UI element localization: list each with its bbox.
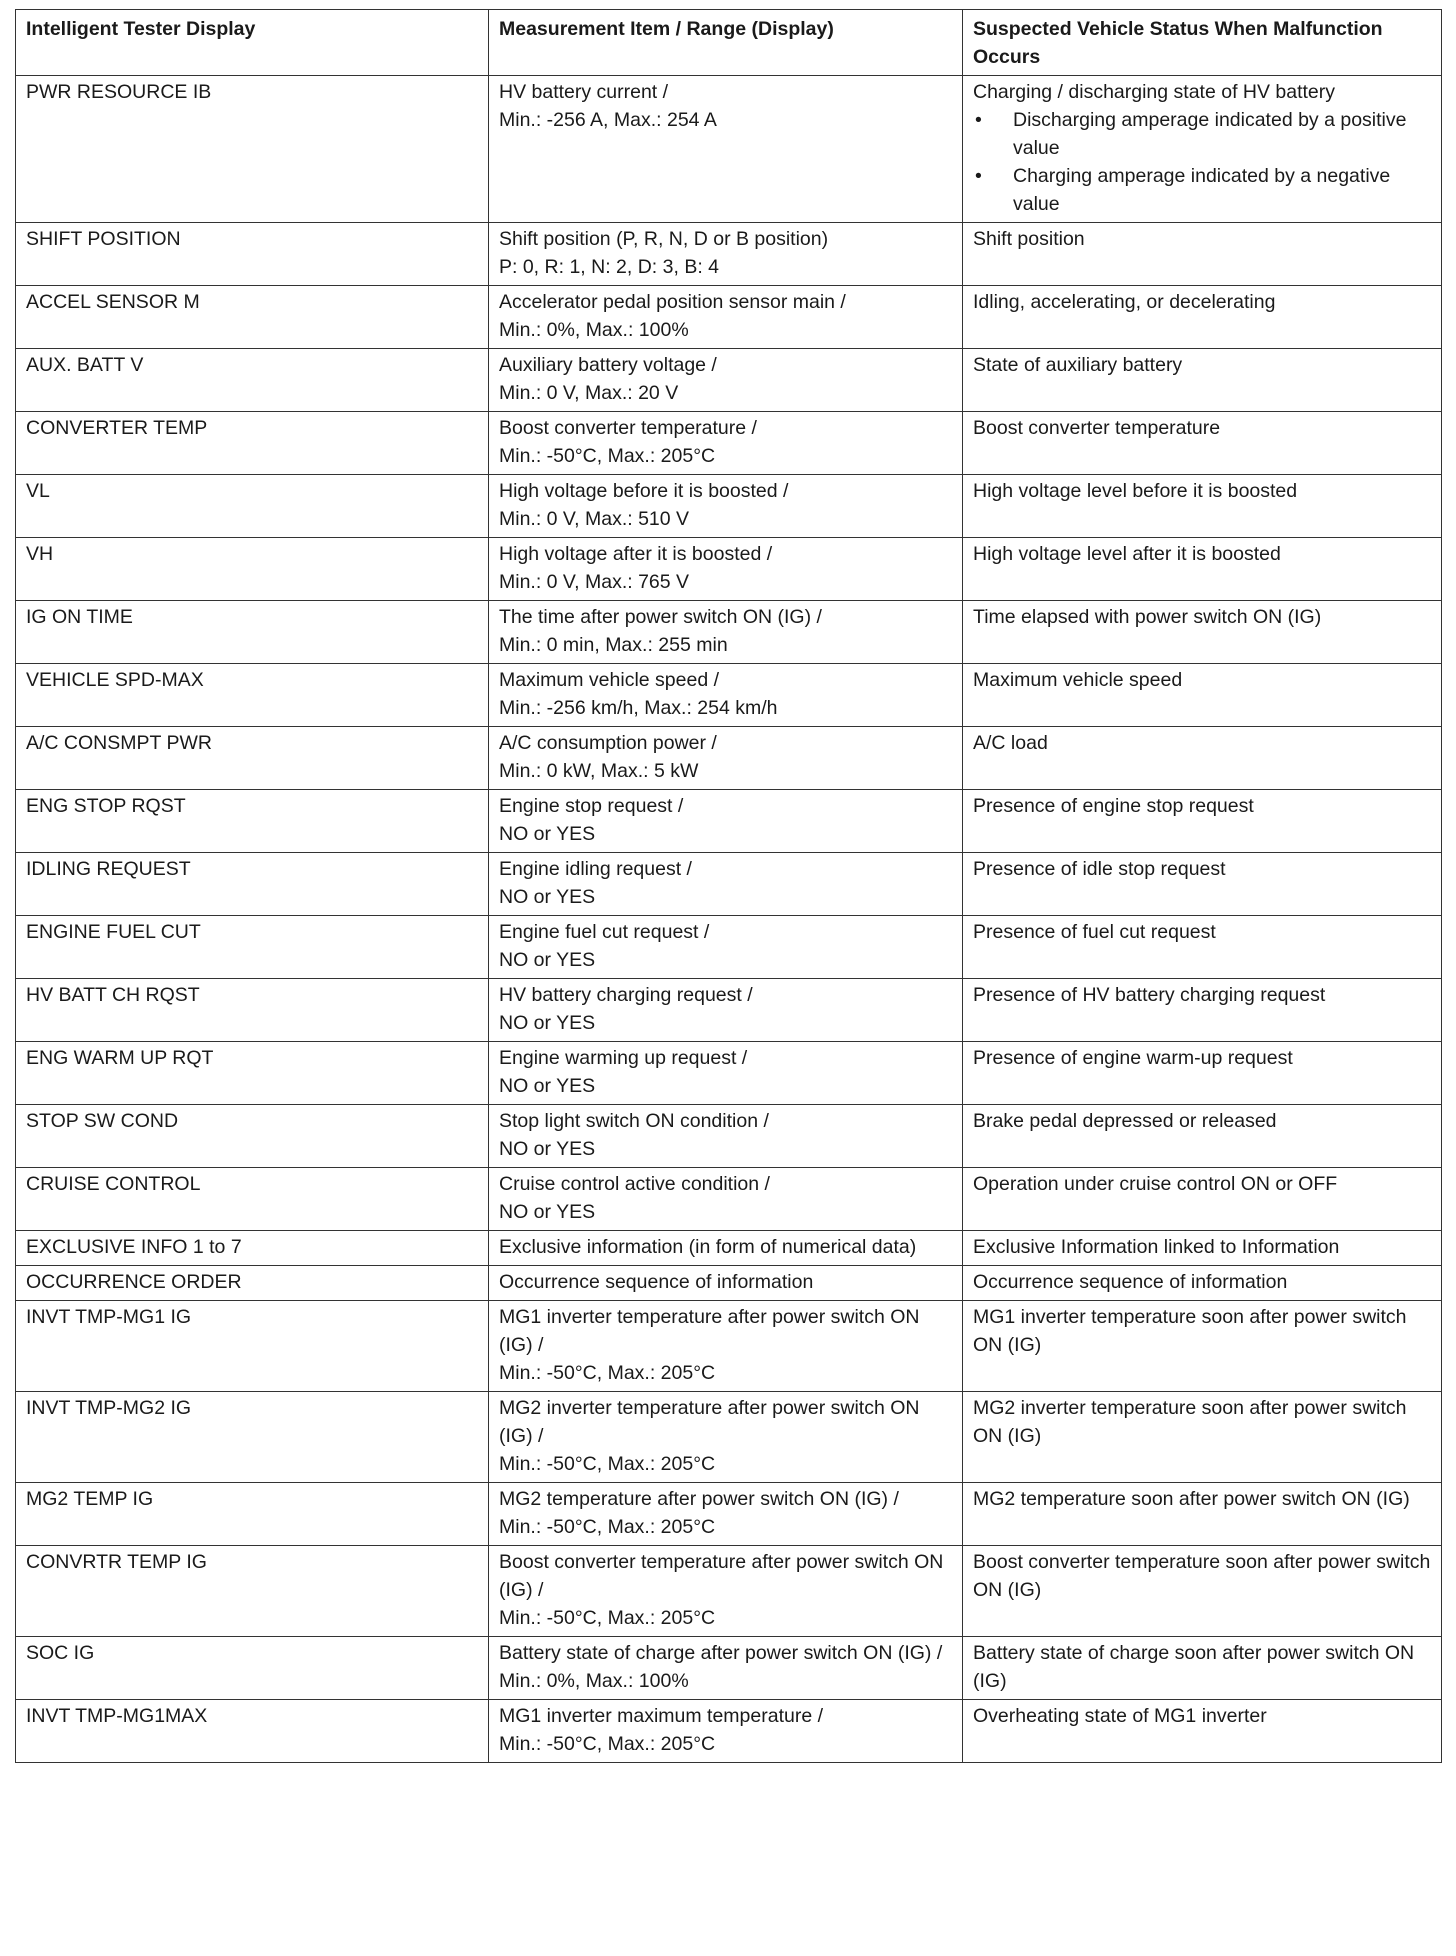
status-line: A/C load	[973, 732, 1048, 754]
measurement-line: Occurrence sequence of information	[499, 1271, 814, 1293]
measurement-line: Shift position (P, R, N, D or B position)	[499, 228, 829, 250]
cell-measurement-item	[489, 1105, 963, 1168]
cell-measurement-item	[489, 1392, 963, 1483]
cell-measurement-item	[489, 1042, 963, 1105]
cell-measurement-item	[489, 475, 963, 538]
measurement-line: NO or YES	[499, 886, 596, 908]
status-line: Presence of fuel cut request	[973, 921, 1216, 943]
cell-suspected-status	[963, 1168, 1442, 1231]
status-line: Boost converter temperature soon after power switch ON (IG)	[973, 1551, 1431, 1601]
measurement-line: Min.: 0 V, Max.: 510 V	[499, 508, 690, 530]
cell-measurement-item	[489, 1546, 963, 1637]
table-row	[16, 76, 1442, 223]
measurement-line: Min.: -50°C, Max.: 205°C	[499, 1733, 716, 1755]
measurement-line: Min.: 0%, Max.: 100%	[499, 319, 689, 341]
cell-tester-display: IG ON TIME	[16, 601, 489, 664]
measurement-line: Min.: -256 km/h, Max.: 254 km/h	[499, 697, 778, 719]
cell-measurement-item	[489, 349, 963, 412]
status-line: Battery state of charge soon after power switch ON (IG)	[973, 1642, 1415, 1692]
status-line: Brake pedal depressed or released	[973, 1110, 1277, 1132]
cell-suspected-status	[963, 916, 1442, 979]
cell-tester-display: ENGINE FUEL CUT	[16, 916, 489, 979]
status-line: Exclusive Information linked to Information	[973, 1236, 1340, 1258]
cell-tester-display: VH	[16, 538, 489, 601]
cell-suspected-status	[963, 664, 1442, 727]
table-row	[16, 1301, 1442, 1392]
measurement-line: Stop light switch ON condition /	[499, 1110, 769, 1132]
measurement-line: Min.: 0 V, Max.: 20 V	[499, 382, 679, 404]
cell-tester-display: CRUISE CONTROL	[16, 1168, 489, 1231]
cell-tester-display: AUX. BATT V	[16, 349, 489, 412]
status-line: MG1 inverter temperature soon after power switch ON (IG)	[973, 1306, 1407, 1356]
status-line: State of auxiliary battery	[973, 354, 1183, 376]
status-bullet-item: • Discharging amperage indicated by a positive value	[973, 106, 1431, 162]
cell-measurement-item	[489, 1301, 963, 1392]
table-row	[16, 223, 1442, 286]
table-row	[16, 1546, 1442, 1637]
table-row	[16, 1392, 1442, 1483]
table-row	[16, 1637, 1442, 1700]
status-line: Time elapsed with power switch ON (IG)	[973, 606, 1322, 628]
status-line: Presence of HV battery charging request	[973, 984, 1326, 1006]
cell-suspected-status	[963, 979, 1442, 1042]
cell-tester-display: INVT TMP-MG2 IG	[16, 1392, 489, 1483]
measurement-line: NO or YES	[499, 1201, 596, 1223]
measurement-line: P: 0, R: 1, N: 2, D: 3, B: 4	[499, 256, 720, 278]
cell-measurement-item	[489, 412, 963, 475]
table-row	[16, 1105, 1442, 1168]
measurement-line: Min.: 0%, Max.: 100%	[499, 1670, 689, 1692]
table-row	[16, 979, 1442, 1042]
table-row	[16, 538, 1442, 601]
cell-measurement-item	[489, 853, 963, 916]
measurement-line: Min.: 0 kW, Max.: 5 kW	[499, 760, 699, 782]
table-row	[16, 349, 1442, 412]
measurement-line: MG1 inverter temperature after power switch ON (IG) /	[499, 1306, 920, 1356]
table-row	[16, 853, 1442, 916]
measurement-line: Min.: -50°C, Max.: 205°C	[499, 1362, 716, 1384]
cell-measurement-item	[489, 1168, 963, 1231]
cell-tester-display: CONVRTR TEMP IG	[16, 1546, 489, 1637]
table-row	[16, 286, 1442, 349]
table-row	[16, 1231, 1442, 1266]
status-line: Operation under cruise control ON or OFF	[973, 1173, 1338, 1195]
cell-measurement-item	[489, 1483, 963, 1546]
table-row	[16, 1042, 1442, 1105]
measurement-line: Accelerator pedal position sensor main /	[499, 291, 846, 313]
cell-measurement-item	[489, 727, 963, 790]
measurement-line: NO or YES	[499, 1012, 596, 1034]
cell-measurement-item	[489, 1231, 963, 1266]
cell-tester-display: INVT TMP-MG1 IG	[16, 1301, 489, 1392]
status-line: Presence of engine warm-up request	[973, 1047, 1293, 1069]
cell-measurement-item	[489, 601, 963, 664]
measurement-line: Boost converter temperature /	[499, 417, 757, 439]
cell-suspected-status	[963, 1700, 1442, 1763]
cell-tester-display: SHIFT POSITION	[16, 223, 489, 286]
measurement-line: Auxiliary battery voltage /	[499, 354, 717, 376]
cell-measurement-item	[489, 1637, 963, 1700]
status-line: Occurrence sequence of information	[973, 1271, 1288, 1293]
cell-suspected-status	[963, 1637, 1442, 1700]
measurement-line: Engine warming up request /	[499, 1047, 748, 1069]
header-measurement-item: Measurement Item / Range (Display)	[489, 10, 963, 76]
measurement-line: NO or YES	[499, 1138, 596, 1160]
measurement-line: High voltage before it is boosted /	[499, 480, 789, 502]
status-line: Maximum vehicle speed	[973, 669, 1183, 691]
cell-suspected-status	[963, 790, 1442, 853]
measurement-line: HV battery current /	[499, 81, 669, 103]
status-line: Presence of idle stop request	[973, 858, 1226, 880]
cell-tester-display: SOC IG	[16, 1637, 489, 1700]
cell-suspected-status	[963, 601, 1442, 664]
status-line: Idling, accelerating, or decelerating	[973, 291, 1276, 313]
status-line: Presence of engine stop request	[973, 795, 1254, 817]
header-tester-display: Intelligent Tester Display	[16, 10, 489, 76]
data-list-table	[15, 9, 1442, 1763]
measurement-line: Boost converter temperature after power switch ON (IG) /	[499, 1551, 944, 1601]
measurement-line: Min.: -256 A, Max.: 254 A	[499, 109, 717, 131]
status-line: High voltage level before it is boosted	[973, 480, 1298, 502]
measurement-line: Engine idling request /	[499, 858, 692, 880]
cell-measurement-item	[489, 538, 963, 601]
measurement-line: MG2 temperature after power switch ON (IG) /	[499, 1488, 899, 1510]
status-line: Charging / discharging state of HV battery	[973, 81, 1336, 103]
cell-tester-display: ACCEL SENSOR M	[16, 286, 489, 349]
table-row	[16, 916, 1442, 979]
table-row	[16, 664, 1442, 727]
status-line: High voltage level after it is boosted	[973, 543, 1281, 565]
measurement-line: Min.: -50°C, Max.: 205°C	[499, 1607, 716, 1629]
cell-measurement-item	[489, 286, 963, 349]
measurement-line: MG1 inverter maximum temperature /	[499, 1705, 824, 1727]
table-row	[16, 727, 1442, 790]
cell-tester-display: MG2 TEMP IG	[16, 1483, 489, 1546]
cell-tester-display: CONVERTER TEMP	[16, 412, 489, 475]
cell-tester-display: IDLING REQUEST	[16, 853, 489, 916]
cell-tester-display: ENG WARM UP RQT	[16, 1042, 489, 1105]
cell-suspected-status	[963, 1392, 1442, 1483]
header-row	[16, 10, 1442, 76]
cell-measurement-item	[489, 916, 963, 979]
cell-suspected-status	[963, 475, 1442, 538]
cell-tester-display: ENG STOP RQST	[16, 790, 489, 853]
status-line: Boost converter temperature	[973, 417, 1221, 439]
cell-suspected-status	[963, 1231, 1442, 1266]
measurement-line: High voltage after it is boosted /	[499, 543, 773, 565]
measurement-line: A/C consumption power /	[499, 732, 717, 754]
cell-suspected-status	[963, 286, 1442, 349]
measurement-line: The time after power switch ON (IG) /	[499, 606, 822, 628]
cell-measurement-item	[489, 1266, 963, 1301]
measurement-line: MG2 inverter temperature after power switch ON (IG) /	[499, 1397, 920, 1447]
cell-tester-display: VEHICLE SPD-MAX	[16, 664, 489, 727]
status-line: MG2 inverter temperature soon after power switch ON (IG)	[973, 1397, 1407, 1447]
cell-measurement-item	[489, 664, 963, 727]
cell-suspected-status	[963, 1301, 1442, 1392]
status-line: Overheating state of MG1 inverter	[973, 1705, 1267, 1727]
cell-suspected-status	[963, 727, 1442, 790]
measurement-line: Engine stop request /	[499, 795, 684, 817]
measurement-line: NO or YES	[499, 949, 596, 971]
status-bullet-item: • Charging amperage indicated by a negative value	[973, 162, 1431, 218]
header-suspected-status: Suspected Vehicle Status When Malfunction Occurs	[963, 10, 1442, 76]
measurement-line: Battery state of charge after power switch ON (IG) /	[499, 1642, 943, 1664]
table-row	[16, 1483, 1442, 1546]
table-row	[16, 412, 1442, 475]
cell-suspected-status	[963, 1105, 1442, 1168]
cell-suspected-status	[963, 223, 1442, 286]
table-row	[16, 1700, 1442, 1763]
cell-measurement-item	[489, 76, 963, 223]
measurement-line: Min.: -50°C, Max.: 205°C	[499, 1516, 716, 1538]
cell-suspected-status	[963, 1042, 1442, 1105]
cell-suspected-status	[963, 412, 1442, 475]
cell-tester-display: HV BATT CH RQST	[16, 979, 489, 1042]
cell-tester-display: PWR RESOURCE IB	[16, 76, 489, 223]
measurement-line: Exclusive information (in form of numerical data)	[499, 1236, 917, 1258]
measurement-line: Maximum vehicle speed /	[499, 669, 720, 691]
table-row	[16, 790, 1442, 853]
cell-suspected-status	[963, 1483, 1442, 1546]
cell-suspected-status	[963, 538, 1442, 601]
cell-tester-display: OCCURRENCE ORDER	[16, 1266, 489, 1301]
cell-suspected-status	[963, 1546, 1442, 1637]
measurement-line: Min.: 0 V, Max.: 765 V	[499, 571, 690, 593]
cell-suspected-status	[963, 1266, 1442, 1301]
measurement-line: NO or YES	[499, 823, 596, 845]
table-row	[16, 1266, 1442, 1301]
status-line: MG2 temperature soon after power switch ON (IG)	[973, 1488, 1410, 1510]
table-row	[16, 475, 1442, 538]
measurement-line: Engine fuel cut request /	[499, 921, 710, 943]
measurement-line: NO or YES	[499, 1075, 596, 1097]
table-row	[16, 1168, 1442, 1231]
cell-measurement-item	[489, 979, 963, 1042]
cell-tester-display: A/C CONSMPT PWR	[16, 727, 489, 790]
cell-tester-display: VL	[16, 475, 489, 538]
table-row	[16, 601, 1442, 664]
status-line: Shift position	[973, 228, 1085, 250]
measurement-line: Min.: 0 min, Max.: 255 min	[499, 634, 728, 656]
measurement-line: Min.: -50°C, Max.: 205°C	[499, 1453, 716, 1475]
measurement-line: HV battery charging request /	[499, 984, 753, 1006]
cell-tester-display: INVT TMP-MG1MAX	[16, 1700, 489, 1763]
cell-tester-display: EXCLUSIVE INFO 1 to 7	[16, 1231, 489, 1266]
cell-tester-display: STOP SW COND	[16, 1105, 489, 1168]
cell-suspected-status	[963, 349, 1442, 412]
cell-measurement-item	[489, 790, 963, 853]
measurement-line: Cruise control active condition /	[499, 1173, 770, 1195]
cell-suspected-status	[963, 76, 1442, 223]
cell-suspected-status	[963, 853, 1442, 916]
cell-measurement-item	[489, 1700, 963, 1763]
cell-measurement-item	[489, 223, 963, 286]
measurement-line: Min.: -50°C, Max.: 205°C	[499, 445, 716, 467]
